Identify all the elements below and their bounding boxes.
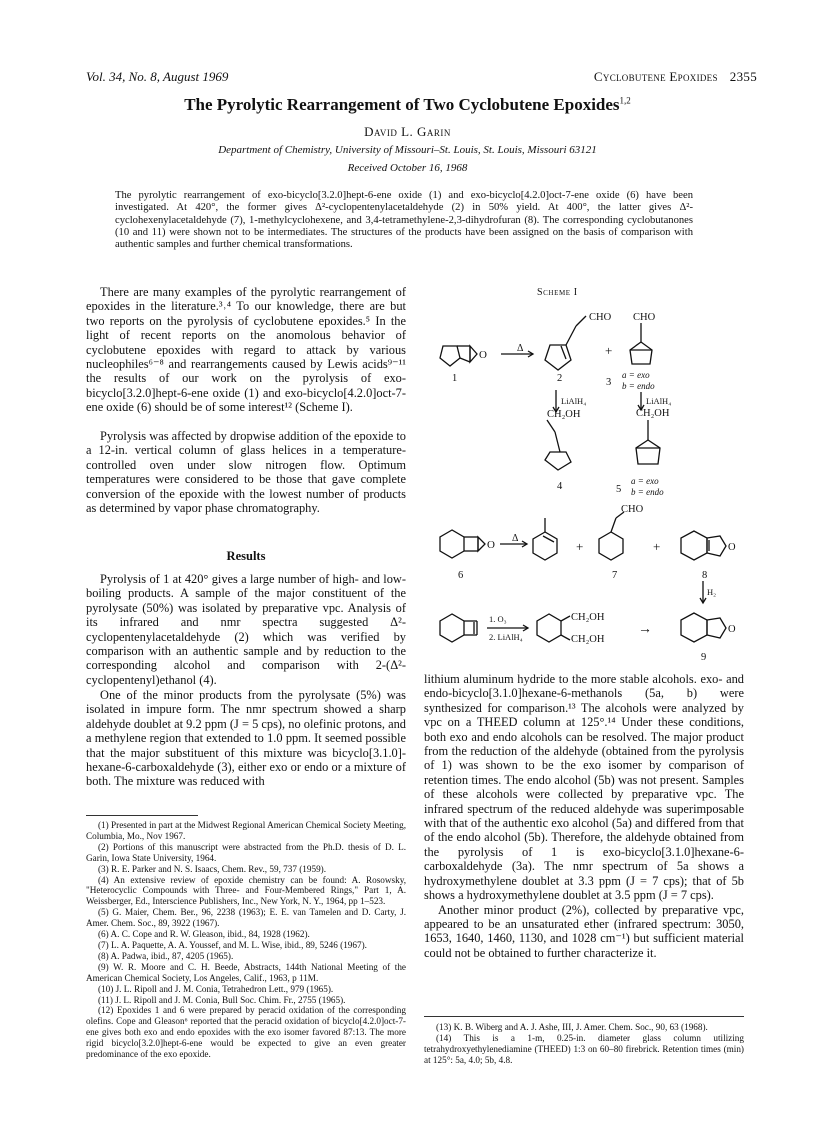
results-heading: Results bbox=[226, 549, 266, 563]
running-title: Cyclobutene Epoxides bbox=[593, 69, 718, 84]
abstract: The pyrolytic rearrangement of exo-bicyclo[3.2.0]hept-6-ene oxide (1) and exo-bicyclo[4.2.0]oct-7-ene oxide (6) have been investigated. At 420°, the former gives Δ²-cyclopentenylacetaldehyde (2) in 50% yield. At 400°, the latter gives Δ²-cyclohexenylacetaldehyde (7), 1-methylcyclohexene, and 3,4-tetramethylene-2,3-dihydrofuran (8). The corresponding cyclobutanones (10 and 11) were shown not to be intermediates. The structures of the products have been assigned on the basis of comparison with authentic samples and further chemical transformations. bbox=[115, 190, 693, 251]
footnote-item: (7) L. A. Paquette, A. A. Youssef, and M. L. Wise, ibid., 89, 5246 (1967). bbox=[98, 939, 367, 950]
footnote-item: (11) J. L. Ripoll and J. M. Conia, Bull Soc. Chim. Fr., 2755 (1965). bbox=[98, 994, 346, 1005]
compound-3-structure bbox=[630, 323, 652, 364]
exo-definition: a = exo bbox=[622, 370, 650, 380]
affiliation: Department of Chemistry, University of Missouri–St. Louis, St. Louis, Missouri 63121 bbox=[218, 144, 597, 156]
ch2oh-label: CH₂OH bbox=[636, 408, 670, 419]
received-date: Received October 16, 1968 bbox=[347, 162, 468, 174]
footnote-item: (2) Portions of this manuscript were abstracted from the Ph.D. thesis of D. L. Garin, Iowa State University, 1964. bbox=[86, 841, 406, 863]
compound-9-structure bbox=[681, 613, 726, 642]
cho-label: CHO bbox=[589, 312, 612, 323]
footnote-item: (13) K. B. Wiberg and A. J. Ashe, III, J. Amer. Chem. Soc., 90, 63 (1968). bbox=[436, 1022, 708, 1032]
compound-8-structure bbox=[681, 531, 726, 560]
compound-1-structure bbox=[440, 346, 477, 366]
epoxide-oxygen-label: O bbox=[487, 539, 495, 551]
reduction-step: 2. LiAlH₄ bbox=[489, 632, 523, 642]
diol-structure bbox=[537, 614, 570, 642]
reagent-lialh4: LiAlH₄ bbox=[561, 396, 587, 406]
compound-number-8: 8 bbox=[702, 570, 708, 581]
compound-number-4: 4 bbox=[557, 481, 563, 492]
footnote-item: (6) A. C. Cope and R. W. Gleason, ibid., 84, 1928 (1962). bbox=[98, 929, 310, 940]
tetrahydrofuran-oxygen-label: O bbox=[728, 624, 736, 635]
intro-paragraph-2: Pyrolysis was affected by dropwise addition of the epoxide to a 12-in. vertical column of glass helices in a temperature-controlled oven under slow nitrogen flow. Optimum temperatures were considered to be those that gave complete conversion of the epoxide with the lowest number of products as determined by vapor phase chromatography. bbox=[86, 429, 406, 516]
reagent-h2: H₂ bbox=[707, 587, 717, 597]
reagent-lialh4: LiAlH₄ bbox=[646, 396, 672, 406]
title-refs: 1,2 bbox=[619, 95, 631, 106]
right-paragraph-2: Another minor product (2%), collected by preparative vpc, appeared to be an unsaturated ether (infrared spectrum: 3050, 1653, 1640, 1460, 1130, and 1028 cm⁻¹) but sufficient material could not be obtained to further characterize it. bbox=[424, 902, 744, 960]
plus-sign: + bbox=[605, 343, 613, 358]
ch2oh-label: CH₂OH bbox=[571, 612, 605, 623]
plus-sign: + bbox=[653, 539, 661, 554]
cho-label: CHO bbox=[621, 504, 644, 515]
footnote-item: (12) Epoxides 1 and 6 were prepared by peracid oxidation of the corresponding olefins. Cope and Gleason⁶ reported that the peracid oxidation of bicyclo[4.2.0]oct-7-ene gives both exo and endo epoxides with the exo isomer favored 87:13. The more rigid bicyclo[3.2.0]hept-6-ene would be expected to give an even greater predominance of the exo epoxide. bbox=[86, 1005, 406, 1060]
journal-issue: Vol. 34, No. 8, August 1969 bbox=[86, 69, 229, 84]
ch2oh-label: CH₂OH bbox=[547, 409, 581, 420]
ch2oh-label: CH₂OH bbox=[571, 634, 605, 645]
intro-paragraph-1: There are many examples of the pyrolytic rearrangement of epoxides in the literature.³˒⁴ To our knowledge, there are but two reports on the pyrolysis of cyclobutene epoxides.⁵ In the light of recent reports on the anomolous behavior of cyclobutene epoxides with regard to attack by various nucleophiles⁶⁻⁸ and rearrangements caused by Lewis acids⁹⁻¹¹ the results of our work on the pyrolysis of exo-bicyclo[3.2.0]hept-6-ene oxide (1) and exo-bicyclo[4.2.0]oct-7-ene oxide (6) should be of some interest¹² (Scheme I). bbox=[86, 285, 406, 415]
compound-5-structure bbox=[636, 420, 660, 464]
compound-number-2: 2 bbox=[557, 373, 563, 384]
compound-6-structure bbox=[440, 530, 485, 558]
scheme-label: Scheme I bbox=[537, 287, 578, 298]
ozonolysis-step: 1. O₃ bbox=[489, 614, 507, 624]
compound-number-1: 1 bbox=[452, 373, 458, 384]
author: David L. Garin bbox=[364, 124, 451, 139]
results-paragraph-1: Pyrolysis of 1 at 420° gives a large number of high- and low-boiling products. A sample of the major constituent of the pyrolysate (50%) was isolated by preparative vpc. Analysis of its infrared and nmr spectra suggested Δ²-cyclopentenylacetaldehyde (2) which was verified by comparison with an authentic sample and by reduction to the corresponding alcohol and comparison with 2-(Δ²-cyclopentenyl)ethanol (4). bbox=[86, 572, 406, 687]
footnote-item: (1) Presented in part at the Midwest Regional American Chemical Society Meeting, Columbia, Mo., Nov 1967. bbox=[86, 820, 406, 841]
compound-number-3: 3 bbox=[606, 377, 612, 388]
plus-sign: + bbox=[576, 539, 584, 554]
epoxide-oxygen-label: O bbox=[479, 349, 487, 361]
compound-number-9: 9 bbox=[701, 652, 707, 663]
delta-label: Δ bbox=[517, 343, 524, 354]
footnote-item: (9) W. R. Moore and C. H. Beede, Abstracts, 144th National Meeting of the American Chemical Society, Los Angeles, Calif., 1963, p 11M. bbox=[86, 961, 406, 983]
footnote-item: (3) R. E. Parker and N. S. Isaacs, Chem. Rev., 59, 737 (1959). bbox=[98, 863, 327, 874]
endo-definition: b = endo bbox=[631, 487, 664, 497]
footnote-item: (10) J. L. Ripoll and J. M. Conia, Tetrahedron Lett., 979 (1965). bbox=[98, 983, 334, 994]
right-paragraph-1: lithium aluminum hydride to the more stable alcohols. exo- and endo-bicyclo[3.1.0]hexane-6-methanols (5a, b) were synthesized for comparison.¹³ The alcohols were analyzed by vpc on a THEED column at 125°.¹⁴ Under these conditions, both exo and endo alcohols can be resolved. The major product from the reduction of the aldehyde (obtained from the pyrolysis of 1) was shown to be the exo isomer by comparison of retention times. The endo alcohol (5b) was not present. Samples of these alcohols were collected by preparative vpc. The infrared spectrum of the reduced aldehyde was superimposable with that of the authentic exo alcohol (5a) and differed from that of the endo alcohol (5b). Therefore, the aldehyde obtained from the pyrolysis of 1 is exo-bicyclo[3.1.0]hexane-6-carboxaldehyde (3a). The nmr spectrum of 5a shows a hydroxymethylene doublet at 3.3 ppm (J = 7 cps); that of 5b shows a hydroxymethylene doublet at 3.5 ppm (J = 7 cps). bbox=[424, 672, 744, 903]
exo-definition: a = exo bbox=[631, 476, 659, 486]
footnote-item: (4) An extensive review of epoxide chemistry can be found: A. Rosowsky, "Heterocyclic Compounds with Three- and Four-Membered Rings," Part 1, A. Weissberger, Ed., Interscience Publishers, Inc., New York, N. Y., 1964, pp 1–523. bbox=[86, 874, 406, 907]
footnote-item: (5) G. Maier, Chem. Ber., 96, 2238 (1963); E. E. van Tamelen and D. Carty, J. Amer. Chem. Soc., 89, 3922 (1967). bbox=[86, 907, 406, 929]
compound-number-6: 6 bbox=[458, 570, 464, 581]
cho-label: CHO bbox=[633, 312, 656, 323]
compound-number-7: 7 bbox=[612, 570, 618, 581]
compound-7-structure bbox=[599, 512, 624, 560]
methylcyclohexene-structure bbox=[533, 518, 557, 560]
furan-oxygen-label: O bbox=[728, 542, 736, 553]
endo-definition: b = endo bbox=[622, 381, 655, 391]
delta-label: Δ bbox=[512, 533, 519, 544]
reaction-arrow: → bbox=[638, 622, 652, 637]
compound-4-structure bbox=[545, 420, 571, 470]
results-paragraph-2: One of the minor products from the pyrolysate (5%) was isolated in impure form. The nmr spectrum showed a sharp aldehyde doublet at 9.2 ppm (J = 5 cps), no olefinic protons, and a methylene region that extended to 1.0 ppm. It seemed possible that the major substituent of this mixture was bicyclo[3.1.0]-hexane-6-carboxaldehyde (3), either exo or endo or a mixture of both. The mixture was reduced with bbox=[86, 688, 406, 789]
compound-2-structure bbox=[545, 316, 586, 370]
page-number: 2355 bbox=[729, 69, 757, 84]
footnote-item: (14) This is a 1-m, 0.25-in. diameter glass column utilizing tetrahydroxyethylenediamine (THEED) 1:3 on 60–80 firebrick. Retention times (min) at 125°: 5a, 4.0; 5b, 4.8. bbox=[424, 1032, 744, 1065]
bicyclooctene-structure bbox=[440, 614, 477, 642]
title-text: The Pyrolytic Rearrangement of Two Cyclobutene Epoxides bbox=[184, 95, 620, 114]
compound-number-5: 5 bbox=[616, 484, 622, 495]
footnote-item: (8) A. Padwa, ibid., 87, 4205 (1965). bbox=[98, 950, 234, 961]
